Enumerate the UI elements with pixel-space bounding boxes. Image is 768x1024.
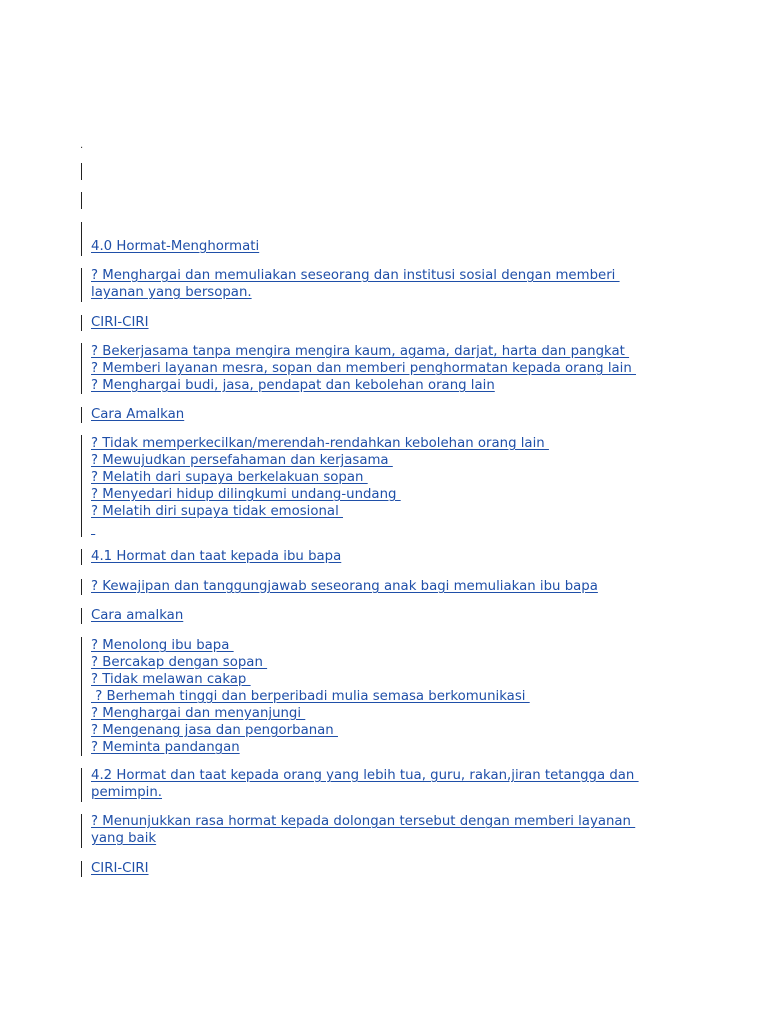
list-item[interactable]: ? Menyedari hidup dilingkumi undang-undang [91,487,401,502]
change-bar [81,549,82,565]
change-bar [81,768,82,802]
change-bar [81,315,82,331]
list-item[interactable]: ? Menolong ibu bapa [91,638,234,653]
list-item[interactable]: ? Memberi layanan mesra, sopan dan memberi penghormatan kepada orang lain [91,361,637,376]
text-link[interactable]: layanan yang bersopan. [91,285,252,300]
list-item[interactable]: ? Menghargai dan menyanjungi [91,706,306,721]
list-item[interactable]: ? Bekerjasama tanpa mengira mengira kaum, agama, darjat, harta dan pangkat [91,344,630,359]
heading-4-2 [91,767,691,801]
subheading-link[interactable]: CIRI-CIRI [91,315,149,330]
change-bar [81,192,82,209]
text-link[interactable]: ? Kewajipan dan tanggungjawab seseorang anak bagi memuliakan ibu bapa [91,579,598,594]
subheading-link[interactable]: Cara amalkan [91,608,184,623]
text-link[interactable]: yang baik [91,831,157,846]
list-item[interactable]: ? Mewujudkan persefahaman dan kerjasama [91,453,393,468]
definition-paragraph [91,813,691,847]
list-item[interactable]: ? Melatih dari supaya berkelakuan sopan [91,470,368,485]
change-bar [81,579,82,595]
subheading-link[interactable]: Cara Amalkan [91,407,185,422]
change-bar [81,814,82,848]
change-bar [81,343,82,394]
subheading-ciri-ciri [91,314,691,331]
definition-paragraph [91,267,691,301]
heading-link[interactable]: 4.1 Hormat dan taat kepada ibu bapa [91,549,342,564]
subheading-cara-amalkan [91,406,691,423]
list-item[interactable]: ? Menghargai budi, jasa, pendapat dan kebolehan orang lain [91,378,495,393]
change-bar [81,407,82,423]
bullet-list [91,637,691,756]
list-item[interactable]: ? Tidak melawan cakap [91,672,251,687]
list-item[interactable] [91,520,691,537]
subheading-cara-amalkan [91,607,691,624]
bullet-list [91,435,691,537]
change-bar [81,435,82,537]
heading-link[interactable]: 4.2 Hormat dan taat kepada orang yang lebih tua, guru, rakan,jiran tetangga dan [91,768,639,783]
leading-mark: . [80,140,84,151]
text-link[interactable]: ? Menunjukkan rasa hormat kepada dolongan tersebut dengan memberi layanan [91,814,636,829]
list-item[interactable]: ? Berhemah tinggi dan berperibadi mulia semasa berkomunikasi [91,689,530,704]
subheading-ciri-ciri [91,860,691,877]
list-item[interactable]: ? Tidak memperkecilkan/merendah-rendahkan kebolehan orang lain [91,436,549,451]
text-link[interactable]: ? Menghargai dan memuliakan seseorang dan institusi sosial dengan memberi [91,268,620,283]
change-bar [81,163,82,180]
list-item[interactable]: ? Melatih diri supaya tidak emosional [91,504,343,519]
heading-4-0 [91,238,691,255]
list-item[interactable]: ? Meminta pandangan [91,740,240,755]
heading-link[interactable]: pemimpin. [91,785,163,800]
subheading-link[interactable]: CIRI-CIRI [91,861,149,876]
change-bar [81,268,82,302]
change-bar [81,222,82,256]
list-item[interactable]: ? Mengenang jasa dan pengorbanan [91,723,338,738]
change-bar [81,608,82,624]
change-bar [81,861,82,877]
bullet-list [91,343,691,394]
heading-link[interactable]: 4.0 Hormat-Menghormati [91,239,260,254]
heading-4-1 [91,548,691,565]
definition-paragraph [91,578,691,595]
change-bar [81,637,82,756]
list-item[interactable]: ? Bercakap dengan sopan [91,655,268,670]
